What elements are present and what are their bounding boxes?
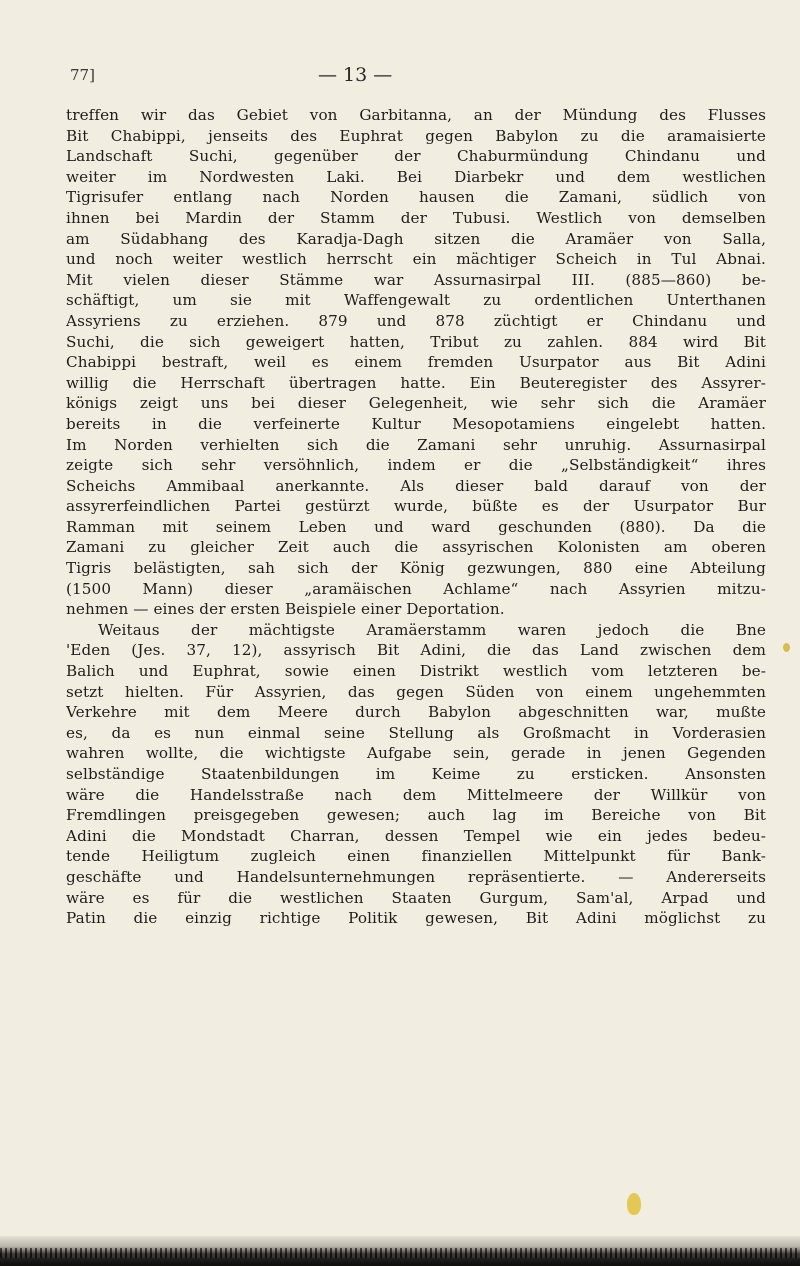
text-line: tende Heiligtum zugleich einen finanziellen Mittelpunkt für Bank- bbox=[66, 847, 766, 866]
paper-stain bbox=[627, 1193, 641, 1215]
body-text bbox=[66, 105, 766, 929]
text-line: am Südabhang des Karadja-Dagh sitzen die Aramäer von Salla, bbox=[66, 229, 766, 248]
text-line: Assyriens zu erziehen. 879 und 878 züchtigt er Chindanu und bbox=[66, 311, 766, 330]
text-line: Mit vielen dieser Stämme war Assurnasirpal III. (885—860) be- bbox=[66, 270, 766, 289]
text-line: wäre es für die westlichen Staaten Gurgum, Sam'al, Arpad und bbox=[66, 888, 766, 907]
page-mark: 77] bbox=[70, 66, 95, 84]
text-line: königs zeigt uns bei dieser Gelegenheit, wie sehr sich die Aramäer bbox=[66, 394, 766, 413]
text-line: Weitaus der mächtigste Aramäerstamm waren jedoch die Bne bbox=[98, 620, 766, 639]
scan-edge-stripes bbox=[0, 1248, 800, 1258]
text-line: nehmen — eines der ersten Beispiele einer Deportation. bbox=[66, 600, 505, 619]
text-line: Scheichs Ammibaal anerkannte. Als dieser bald darauf von der bbox=[66, 476, 766, 495]
text-line: 'Eden (Jes. 37, 12), assyrisch Bit Adini, die das Land zwischen dem bbox=[66, 641, 766, 660]
text-line: Bit Chabippi, jenseits des Euphrat gegen Babylon zu die aramaisierte bbox=[66, 126, 766, 145]
text-line: Balich und Euphrat, sowie einen Distrikt westlich vom letzteren be- bbox=[66, 662, 766, 681]
text-line: geschäfte und Handelsunternehmungen repräsentierte. — Andererseits bbox=[66, 867, 766, 886]
text-line: weiter im Nordwesten Laki. Bei Diarbekr und dem westlichen bbox=[66, 167, 766, 186]
text-line: schäftigt, um sie mit Waffengewalt zu ordentlichen Unterthanen bbox=[66, 291, 766, 310]
text-line: Fremdlingen preisgegeben gewesen; auch lag im Bereiche von Bit bbox=[66, 806, 766, 825]
text-line: Verkehre mit dem Meere durch Babylon abgeschnitten war, mußte bbox=[66, 703, 766, 722]
text-line: treffen wir das Gebiet von Garbitanna, an der Mündung des Flusses bbox=[66, 106, 766, 124]
text-line: wahren wollte, die wichtigste Aufgabe sein, gerade in jenen Gegenden bbox=[66, 744, 766, 763]
text-line: Ramman mit seinem Leben und ward geschunden (880). Da die bbox=[66, 517, 766, 536]
text-line: es, da es nun einmal seine Stellung als Großmacht in Vorderasien bbox=[66, 723, 766, 742]
text-line: Adini die Mondstadt Charran, dessen Tempel wie ein jedes bedeu- bbox=[66, 826, 766, 845]
text-line: bereits in die verfeinerte Kultur Mesopotamiens eingelebt hatten. bbox=[66, 414, 766, 433]
page-number: — 13 — bbox=[318, 64, 393, 86]
text-line: zeigte sich sehr versöhnlich, indem er die „Selbständigkeit“ ihres bbox=[66, 456, 766, 475]
text-line: wäre die Handelsstraße nach dem Mittelmeere der Willkür von bbox=[66, 785, 766, 804]
text-line: ihnen bei Mardin der Stamm der Tubusi. Westlich von demselben bbox=[66, 208, 766, 227]
text-line: Chabippi bestraft, weil es einem fremden Usurpator aus Bit Adini bbox=[66, 353, 766, 372]
text-line: willig die Herrschaft übertragen hatte. Ein Beuteregister des Assyrer- bbox=[66, 373, 766, 392]
text-line: Tigris belästigten, sah sich der König gezwungen, 880 eine Abteilung bbox=[66, 559, 766, 578]
text-line: setzt hielten. Für Assyrien, das gegen Süden von einem ungehemmten bbox=[66, 682, 766, 701]
text-line: (1500 Mann) dieser „aramäischen Achlame“ nach Assyrien mitzu- bbox=[66, 579, 766, 598]
text-line: Im Norden verhielten sich die Zamani sehr unruhig. Assurnasirpal bbox=[66, 435, 766, 454]
text-line: Zamani zu gleicher Zeit auch die assyrischen Kolonisten am oberen bbox=[66, 538, 766, 557]
text-line: Landschaft Suchi, gegenüber der Chaburmündung Chindanu und bbox=[66, 147, 766, 166]
text-line: Tigrisufer entlang nach Norden hausen die Zamani, südlich von bbox=[66, 188, 766, 207]
text-line: assyrerfeindlichen Partei gestürzt wurde, büßte es der Usurpator Bur bbox=[66, 497, 766, 516]
paper-stain bbox=[783, 643, 790, 652]
text-line: Patin die einzig richtige Politik gewesen, Bit Adini möglichst zu bbox=[66, 909, 766, 928]
text-line: selbständige Staatenbildungen im Keime zu ersticken. Ansonsten bbox=[66, 765, 766, 783]
text-line: Suchi, die sich geweigert hatten, Tribut zu zahlen. 884 wird Bit bbox=[66, 332, 766, 351]
text-line: und noch weiter westlich herrscht ein mächtiger Scheich in Tul Abnai. bbox=[66, 250, 766, 269]
